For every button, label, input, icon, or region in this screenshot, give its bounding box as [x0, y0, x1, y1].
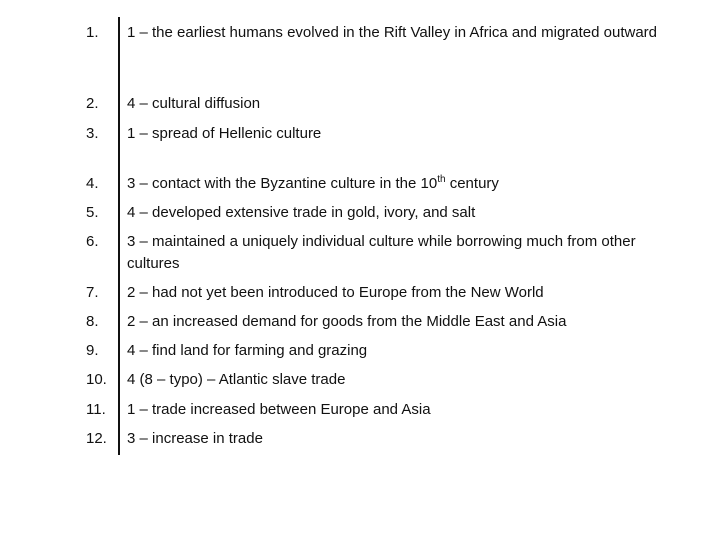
- row-text-after: century: [445, 175, 499, 192]
- row-text-superscript: th: [437, 174, 446, 185]
- row-text: 4 – find land for farming and grazing: [127, 342, 368, 359]
- row-text: 2 – an increased demand for goods from the Middle East and Asia: [127, 313, 567, 330]
- row-number: 6.: [86, 233, 99, 250]
- row-number: 12.: [86, 430, 107, 447]
- row-number: 3.: [86, 125, 99, 142]
- row-text: 3 – increase in trade: [127, 430, 263, 447]
- row-number: 8.: [86, 313, 99, 330]
- row-text: [127, 173, 667, 195]
- row-text: 1 – the earliest humans evolved in the Rift Valley in Africa and migrated outward: [127, 24, 658, 41]
- row-number: 9.: [86, 342, 99, 359]
- row-text-before: 3 – contact with the Byzantine culture in the 10: [127, 175, 438, 192]
- row-number: 7.: [86, 284, 99, 301]
- row-number: 5.: [86, 204, 99, 221]
- row-number: 2.: [86, 95, 99, 112]
- row-text: 4 – cultural diffusion: [127, 95, 261, 112]
- row-number: 1.: [86, 24, 99, 41]
- column-divider: [118, 17, 120, 455]
- row-text: 1 – spread of Hellenic culture: [127, 125, 322, 142]
- row-text: 2 – had not yet been introduced to Europe from the New World: [127, 284, 544, 301]
- row-number: 11.: [86, 401, 106, 418]
- row-text: 4 (8 – typo) – Atlantic slave trade: [127, 371, 346, 388]
- row-text: 4 – developed extensive trade in gold, ivory, and salt: [127, 204, 476, 221]
- row-number: 4.: [86, 175, 99, 192]
- row-number: 10.: [86, 371, 107, 388]
- row-text: 3 – maintained a uniquely individual culture while borrowing much from other cultures: [127, 233, 636, 272]
- row-text: 1 – trade increased between Europe and Asia: [127, 401, 431, 418]
